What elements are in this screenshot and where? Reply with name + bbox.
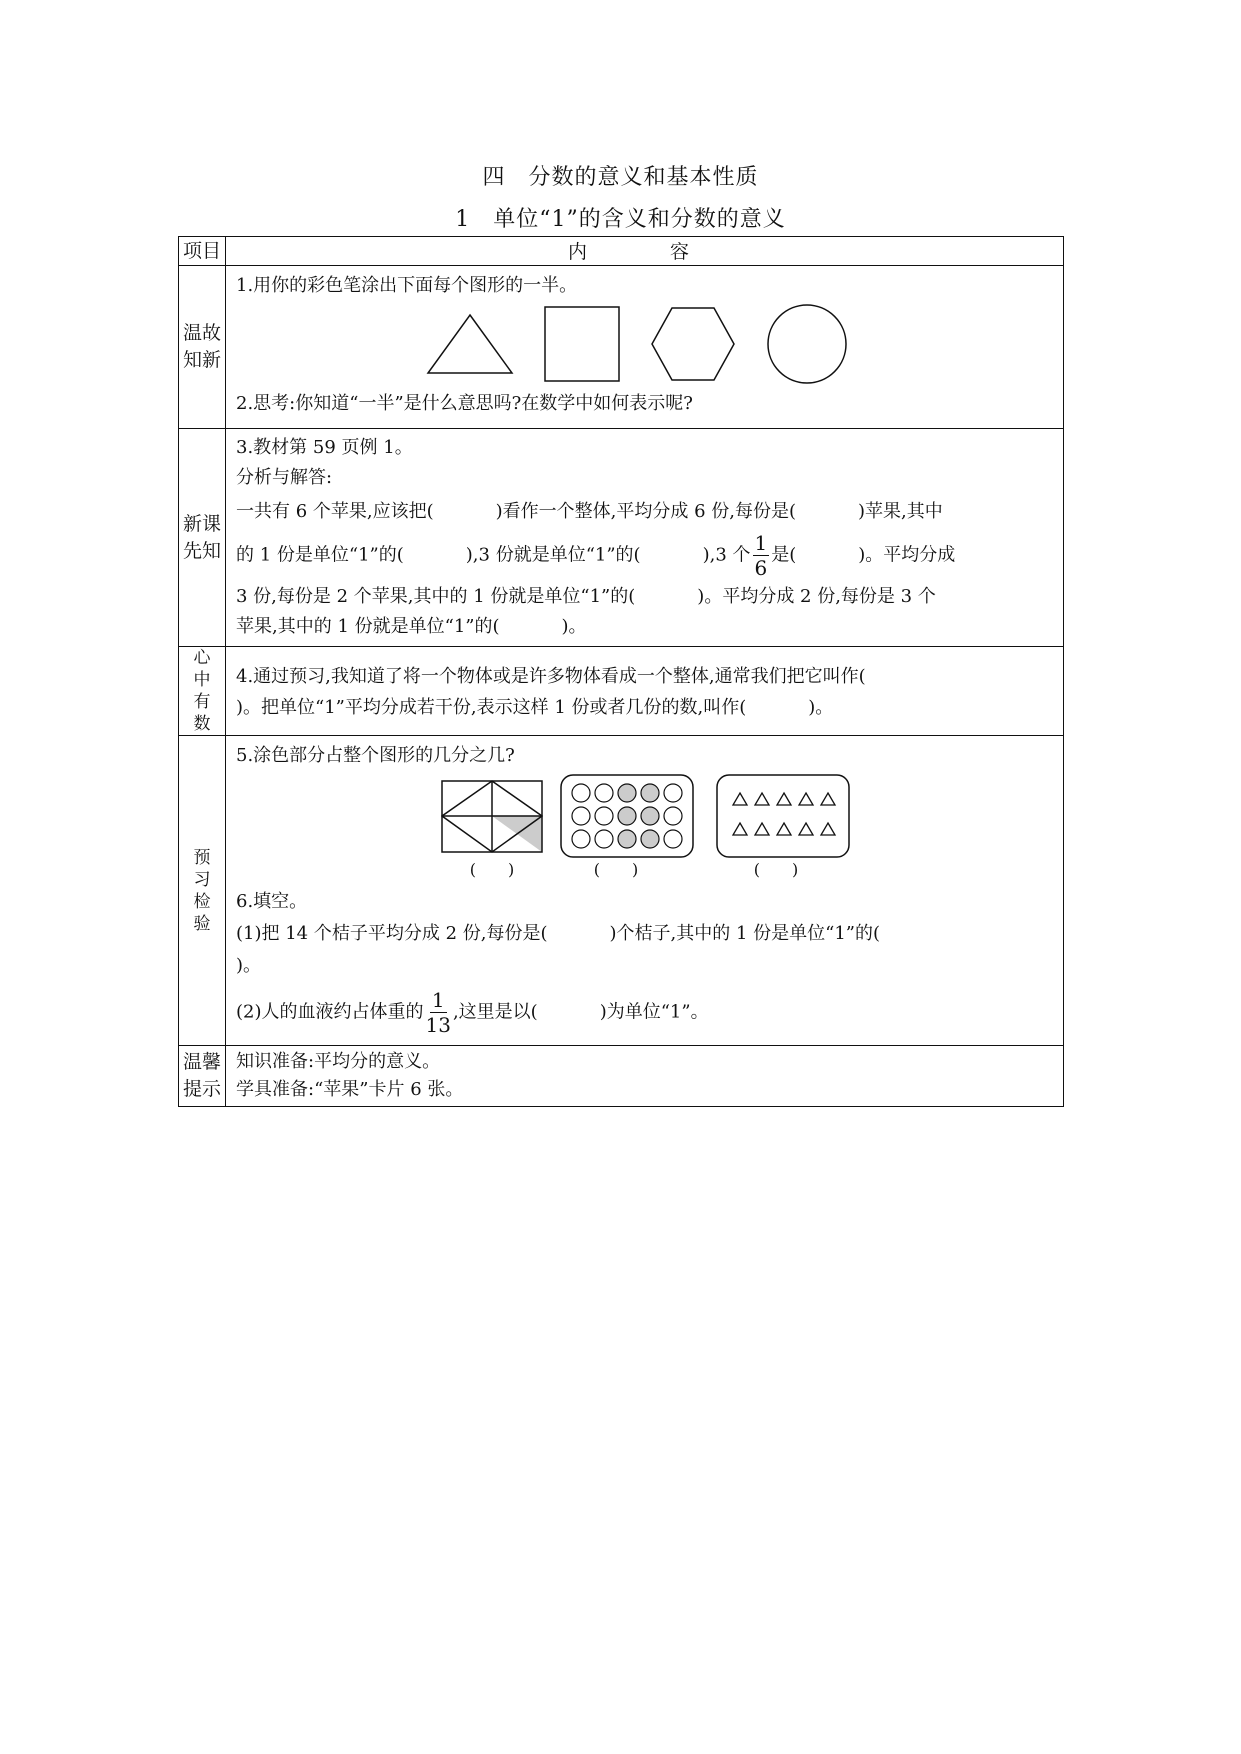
row-label-check: [179, 736, 226, 1046]
q4-line-2: [236, 692, 1055, 723]
hexagon-shape[interactable]: [650, 306, 736, 382]
q4-line-1: 4.通过预习,我知道了将一个物体或是许多物体看成一个整体,通常我们把它叫作(: [236, 666, 866, 687]
q3-text-4a: 苹果,其中的 1 份就是单位“1”的(: [236, 616, 500, 637]
question-3: 3.教材第 59 页例 1。: [236, 437, 413, 458]
q3-text-1c: )苹果,其中: [858, 501, 943, 522]
q3-text-4b: )。: [561, 616, 587, 637]
q6-text-2c: )为单位“1”。: [599, 1001, 709, 1023]
q3-line-1: [236, 497, 1055, 527]
row-label-tips: 温馨提示: [179, 1046, 226, 1107]
q3-text-3b: )。平均分成 2 份,每份是 3 个: [697, 586, 936, 607]
header-content-label: 内 容: [567, 241, 721, 263]
q4-text-2a: )。把单位“1”平均分成若干份,表示这样 1 份或者几份的数,叫作(: [236, 697, 747, 718]
answer-paren[interactable]: ( ): [753, 860, 799, 879]
row-label-text: 心中有数: [193, 648, 211, 734]
circle-shape[interactable]: [766, 303, 848, 385]
q6-text-2b: ,这里是以(: [452, 1001, 538, 1023]
question-2: 2.思考:你知道“一半”是什么意思吗?在数学中如何表示呢?: [236, 393, 693, 414]
q3-text-2d: 是(: [771, 544, 797, 566]
fraction-numerator: 1: [431, 988, 445, 1012]
header-content-cell: [226, 237, 1064, 266]
row-check: [179, 736, 1064, 1046]
q3-text-2a: 的 1 份是单位“1”的(: [236, 544, 404, 566]
q6-part-1: [236, 918, 1055, 950]
row-content-tips: [226, 1046, 1064, 1107]
q6-part-2: [236, 990, 1055, 1035]
q6-text-1a: (1)把 14 个桔子平均分成 2 份,每份是(: [236, 923, 548, 944]
row-tips: [179, 1046, 1064, 1107]
table-header-row: [179, 237, 1064, 266]
question-1: 1.用你的彩色笔涂出下面每个图形的一半。: [236, 275, 578, 296]
q5-figures: [236, 772, 1055, 882]
row-content-in-mind: [226, 647, 1064, 736]
row-in-mind: [179, 647, 1064, 736]
row-label-new-lesson: 新课先知: [179, 429, 226, 647]
rectangle-diagonal-figure[interactable]: [441, 780, 543, 854]
fraction-numerator: 1: [754, 531, 768, 555]
q6-text-2a: (2)人的血液约占体重的: [236, 1001, 424, 1023]
row-review: [179, 266, 1064, 429]
row-content-review: [226, 266, 1064, 429]
q4-text-2b: )。: [808, 697, 834, 718]
q3-text-1b: )看作一个整体,平均分成 6 份,每份是(: [495, 501, 797, 522]
q3-text-2c: ),3 个: [702, 544, 751, 566]
square-shape[interactable]: [544, 306, 620, 382]
q3-line-3: [236, 582, 1055, 612]
triangles-figure[interactable]: [716, 774, 850, 858]
triangle-shape[interactable]: [426, 313, 514, 375]
answer-paren[interactable]: ( ): [469, 860, 515, 879]
fraction-denominator: 6: [754, 556, 768, 580]
q3-line-2: [236, 533, 1055, 578]
tips-line-2: 学具准备:“苹果”卡片 6 张。: [236, 1079, 464, 1100]
worksheet-table: [178, 236, 1064, 1107]
chapter-title: 四 分数的意义和基本性质: [482, 165, 759, 190]
q3-text-2b: ),3 份就是单位“1”的(: [465, 544, 641, 566]
q3-line-4: [236, 612, 1055, 642]
row-label-in-mind: [179, 647, 226, 736]
analysis-label: 分析与解答:: [236, 467, 333, 488]
row-content-new-lesson: [226, 429, 1064, 647]
q6-text-1b: )个桔子,其中的 1 份是单位“1”的(: [609, 923, 881, 944]
tips-line-1: 知识准备:平均分的意义。: [236, 1051, 441, 1072]
row-label-text: 预习检验: [193, 847, 211, 934]
q3-text-1a: 一共有 6 个苹果,应该把(: [236, 501, 434, 522]
question-5: 5.涂色部分占整个图形的几分之几?: [236, 745, 515, 766]
fraction-denominator: 13: [425, 1013, 451, 1037]
question-6: 6.填空。: [236, 891, 308, 912]
fraction-one-sixth: [753, 533, 770, 578]
shapes-row: [236, 302, 1055, 386]
section-title: 1 单位“1”的含义和分数的意义: [455, 207, 786, 232]
q6-part-1-cont: )。: [236, 955, 262, 976]
row-content-check: [226, 736, 1064, 1046]
header-item-cell: 项目: [179, 237, 226, 266]
answer-paren[interactable]: ( ): [593, 860, 639, 879]
row-label-review: 温故知新: [179, 266, 226, 429]
circles-grid-figure[interactable]: [560, 774, 694, 858]
fraction-one-thirteenth: [426, 990, 451, 1035]
row-new-lesson: [179, 429, 1064, 647]
q3-text-2e: )。平均分成: [858, 544, 956, 566]
q3-text-3a: 3 份,每份是 2 个苹果,其中的 1 份就是单位“1”的(: [236, 586, 636, 607]
